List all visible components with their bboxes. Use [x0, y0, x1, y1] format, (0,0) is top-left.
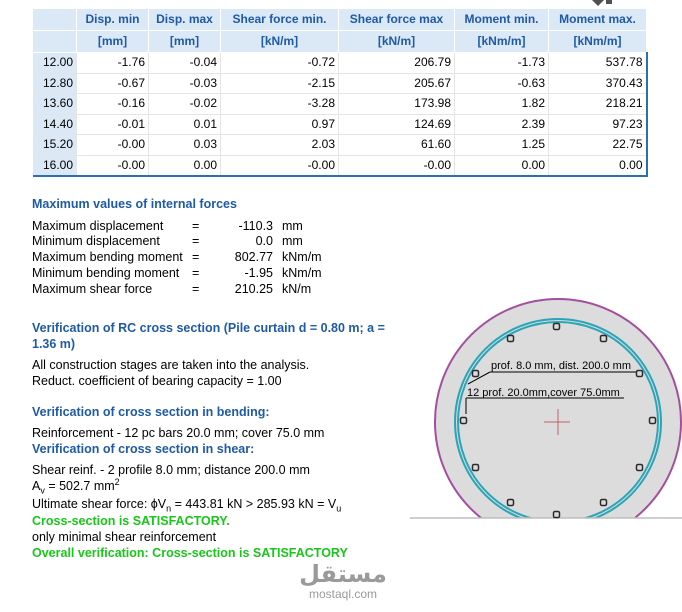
bar-icon [554, 512, 560, 518]
cell-shear-min: -0.00 [221, 155, 339, 176]
bars-label: 12 prof. 20.0mm,cover 75.0mm [467, 387, 620, 399]
av-prefix: A [32, 479, 41, 494]
row-value: 210.25 [234, 282, 273, 296]
table-row [33, 135, 647, 156]
row-depth: 16.00 [33, 155, 77, 176]
row-depth: 15.20 [33, 135, 77, 156]
cell-shear-max: 205.67 [339, 73, 455, 94]
cell-disp-min: -0.00 [77, 155, 149, 176]
cell-moment-min: 1.25 [455, 135, 549, 156]
header-key [33, 9, 77, 31]
header-shear-min: Shear force min. [221, 9, 339, 31]
row-unit: kN/m [282, 282, 312, 296]
cell-shear-max: 173.98 [339, 94, 455, 115]
overall-verification-text: Overall verification: Cross-section is SATISFACTORY [32, 546, 348, 560]
header-shear-max: Shear force max [339, 9, 455, 31]
table-row [33, 73, 647, 94]
cell-moment-max: 218.21 [549, 94, 647, 115]
row-eq: = [192, 219, 200, 233]
cell-disp-min: -0.01 [77, 114, 149, 135]
cell-moment-min: -1.73 [455, 53, 549, 74]
row-depth: 13.60 [33, 94, 77, 115]
table-row [33, 155, 647, 176]
cell-disp-max: 0.01 [149, 114, 221, 135]
table-row [33, 53, 647, 74]
cell-disp-max: -0.03 [149, 73, 221, 94]
av-sub: v [40, 485, 45, 496]
reduction-coefficient-text: Reduct. coefficient of bearing capacity = 1.00 [32, 374, 282, 388]
row-eq: = [192, 266, 200, 280]
row-label: Maximum bending moment [32, 250, 183, 264]
cell-disp-max: -0.02 [149, 94, 221, 115]
cell-shear-max: -0.00 [339, 155, 455, 176]
rc-verification-title-cont: 1.36 m) [32, 337, 76, 351]
stirrup-label: prof. 8.0 mm, dist. 200.0 mm [491, 360, 631, 372]
row-eq: = [192, 282, 200, 296]
row-eq: = [192, 250, 200, 264]
av-text [32, 477, 120, 496]
cell-moment-min: 1.82 [455, 94, 549, 115]
cell-moment-max: 97.23 [549, 114, 647, 135]
bar-icon [508, 336, 514, 342]
cell-shear-min: 2.03 [221, 135, 339, 156]
ult-sub-u: u [336, 503, 342, 514]
bar-icon [508, 500, 514, 506]
bar-icon [473, 465, 479, 471]
row-label: Maximum displacement [32, 219, 164, 233]
cell-moment-max: 370.43 [549, 73, 647, 94]
header-disp-min: Disp. min [77, 9, 149, 31]
cell-disp-max: -0.04 [149, 53, 221, 74]
bar-icon [601, 336, 607, 342]
cell-moment-min: -0.63 [455, 73, 549, 94]
watermark-logo [298, 560, 388, 600]
cell-disp-min: -0.16 [77, 94, 149, 115]
cell-shear-min: -2.15 [221, 73, 339, 94]
cell-moment-max: 22.75 [549, 135, 647, 156]
cell-disp-min: -0.67 [77, 73, 149, 94]
results-table [32, 8, 648, 177]
cell-disp-max: 0.00 [149, 155, 221, 176]
unit-disp-max: [mm] [149, 31, 221, 53]
cell-shear-min: -3.28 [221, 94, 339, 115]
construction-stages-text: All construction stages are taken into the analysis. [32, 358, 310, 372]
watermark-latin: mostaql.com [308, 587, 378, 601]
row-label: Maximum shear force [32, 282, 153, 296]
watermark-arabic: مستقل [299, 560, 387, 588]
row-depth: 14.40 [33, 114, 77, 135]
cell-shear-max: 206.79 [339, 53, 455, 74]
row-value: -1.95 [244, 266, 273, 280]
cell-shear-min: -0.72 [221, 53, 339, 74]
cell-moment-min: 2.39 [455, 114, 549, 135]
row-label: Minimum bending moment [32, 266, 180, 280]
cell-shear-max: 124.69 [339, 114, 455, 135]
unit-moment-min: [kNm/m] [455, 31, 549, 53]
cell-shear-min: 0.97 [221, 114, 339, 135]
unit-disp-min: [mm] [77, 31, 149, 53]
header-disp-max: Disp. max [149, 9, 221, 31]
av-mid: = 502.7 mm [44, 479, 115, 494]
bar-icon [637, 465, 643, 471]
table-row [33, 94, 647, 115]
cell-disp-max: 0.03 [149, 135, 221, 156]
row-depth: 12.80 [33, 73, 77, 94]
cell-disp-min: -0.00 [77, 135, 149, 156]
table-row [33, 114, 647, 135]
bar-icon [637, 371, 643, 377]
shear-title: Verification of cross section in shear: [32, 442, 255, 456]
bar-icon [473, 371, 479, 377]
row-unit: kNm/m [282, 250, 322, 264]
row-value: 0.0 [255, 234, 273, 248]
row-value: -110.3 [238, 219, 273, 233]
cell-moment-max: 0.00 [549, 155, 647, 176]
av-sup: 2 [114, 477, 120, 487]
bar-icon [461, 418, 467, 424]
row-unit: mm [282, 234, 303, 248]
bar-icon [601, 500, 607, 506]
cross-section-drawing [410, 290, 682, 520]
bending-title: Verification of cross section in bending: [32, 405, 270, 419]
header-moment-min: Moment min. [455, 9, 549, 31]
row-unit: mm [282, 219, 303, 233]
ult-sub-n: n [166, 503, 172, 514]
cell-moment-min: 0.00 [455, 155, 549, 176]
row-value: 802.77 [234, 250, 273, 264]
ult-mid: = 443.81 kN > 285.93 kN = V [171, 497, 337, 511]
row-unit: kNm/m [282, 266, 322, 280]
minimal-shear-text: only minimal shear reinforcement [32, 530, 217, 544]
table-unit-row [33, 31, 647, 53]
header-moment-max: Moment max. [549, 9, 647, 31]
unit-key [33, 31, 77, 53]
row-depth: 12.00 [33, 53, 77, 74]
cell-disp-min: -1.76 [77, 53, 149, 74]
cell-shear-max: 61.60 [339, 135, 455, 156]
unit-shear-min: [kN/m] [221, 31, 339, 53]
satisfactory-text: Cross-section is SATISFACTORY. [32, 514, 230, 528]
reinforcement-text: Reinforcement - 12 pc bars 20.0 mm; cover 75.0 mm [32, 426, 325, 440]
rc-verification-title: Verification of RC cross section (Pile curtain d = 0.80 m; a = [32, 321, 385, 335]
shear-reinf-text: Shear reinf. - 2 profile 8.0 mm; distance 200.0 mm [32, 463, 310, 477]
table-header-row [33, 9, 647, 31]
cell-moment-max: 537.78 [549, 53, 647, 74]
bar-icon [650, 418, 656, 424]
unit-moment-max: [kNm/m] [549, 31, 647, 53]
row-label: Minimum displacement [32, 234, 160, 248]
bar-icon [554, 324, 560, 330]
ultimate-shear-text [32, 497, 341, 514]
row-eq: = [192, 234, 200, 248]
unit-shear-max: [kN/m] [339, 31, 455, 53]
max-values-title: Maximum values of internal forces [32, 197, 237, 211]
ult-prefix: Ultimate shear force: ϕV [32, 497, 167, 511]
